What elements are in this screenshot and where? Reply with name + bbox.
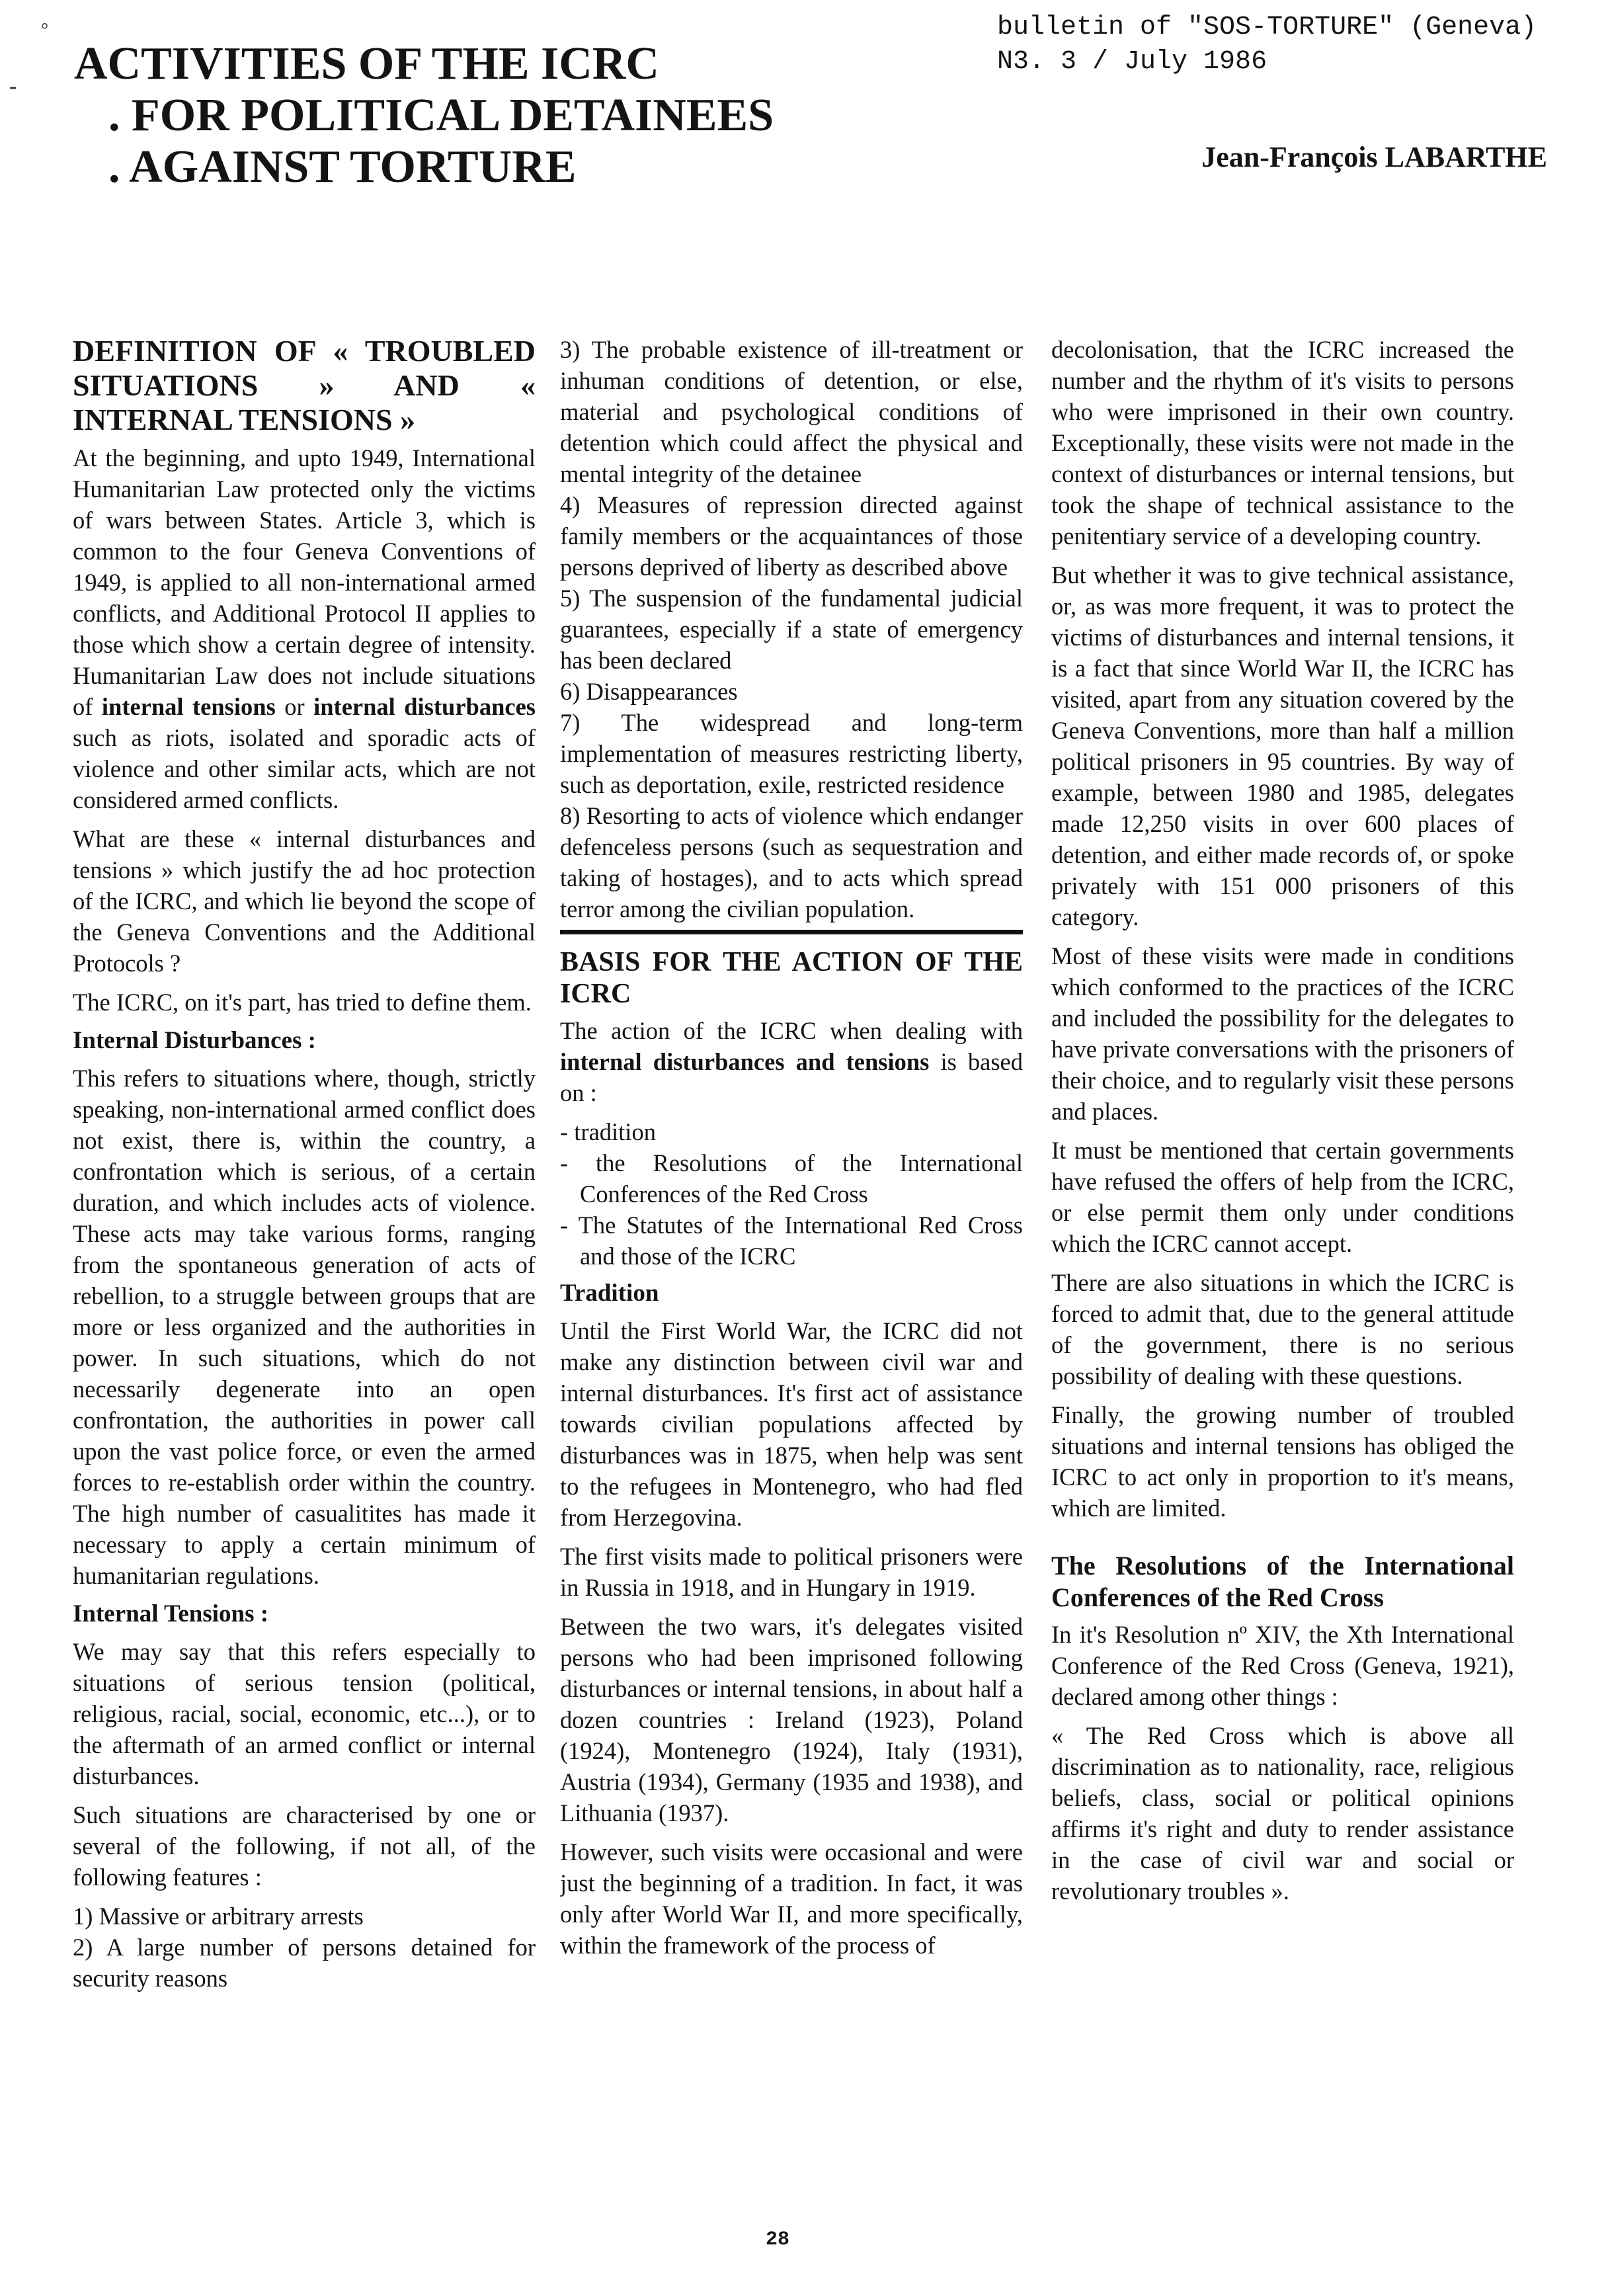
paragraph: decolonisation, that the ICRC increased the number and the rhythm of it's visits to persons who were imprisoned in their own country. Exceptionally, these visits were not made in the context of disturbances or internal tensions, but took the shape of technical assistance to the penitentiary service of a developing country. [1051,336,1514,550]
paragraph: Until the First World War, the ICRC did not make any distinction between civil war and internal disturbances. It's first act of assistance towards civilian populations affected by disturbances was in 1875, when help was sent to the refugees in Montenegro, who had fled from Herzegovina. [560,1317,1023,1531]
paragraph: What are these « internal disturbances and tensions » which justify the ad hoc protection of the ICRC, and which lie beyond the scope of the Geneva Conventions and the Additional Protocols ? [73,825,536,977]
subheading-internal-tensions: Internal Tensions : [73,1600,269,1627]
emphasis: internal tensions [101,693,276,720]
paragraph: Such situations are characterised by one or several of the following, if not all, of the following features : [73,1801,536,1891]
list-item: 7) The widespread and long-term implementation of measures restricting liberty, such as deportation, exile, restricted residence [560,709,1023,798]
paragraph: The action of the ICRC when dealing with internal disturbances and tensions is based on : [560,1017,1023,1106]
basis-list [560,1116,1023,1272]
bulletin-reference [997,11,1592,79]
feature-list [73,1901,536,1994]
column-1 [73,334,536,2212]
paragraph: However, such visits were occasional and were just the beginning of a tradition. In fact, it was only after World War II, and more specifically, within the framework of the process of [560,1838,1023,1959]
paragraph: It must be mentioned that certain governments have refused the offers of help from the ICRC, or else permit them only under conditions which the ICRC cannot accept. [1051,1137,1514,1257]
quotation: « The Red Cross which is above all discrimination as to nationality, race, religious beliefs, class, social or political opinions affirms it's right and duty to render assistance in the case of civil war and social or revolutionary troubles ». [1051,1722,1514,1905]
paragraph: The first visits made to political prisoners were in Russia in 1918, and in Hungary in 1919. [560,1543,1023,1601]
title-line-1: ACTIVITIES OF THE ICRC [74,38,659,89]
title-line-2: . FOR POLITICAL DETAINEES [108,90,774,141]
subheading-tradition: Tradition [560,1280,659,1307]
paragraph: The ICRC, on it's part, has tried to define them. [73,989,532,1016]
paragraph: We may say that this refers especially to situations of serious tension (political, religious, racial, social, economic, etc...), or to the aftermath of an armed conflict or internal disturbances. [73,1638,536,1789]
scan-mark: - [9,74,17,99]
list-item: - the Resolutions of the International Conferences of the Red Cross [560,1149,1023,1208]
list-item: 8) Resorting to acts of violence which endanger defenceless persons (such as sequestration and taking of hostages), and to acts which spread terror among the civilian population. [560,802,1023,922]
list-item: 1) Massive or arbitrary arrests [73,1903,364,1930]
paragraph: Most of these visits were made in conditions which conformed to the practices of the ICRC and included the possibility for the delegates to have private conversations with the prisoners of their choice, and to regularly visit these persons and places. [1051,942,1514,1125]
list-item: 2) A large number of persons detained for security reasons [73,1934,536,1992]
paragraph: Between the two wars, it's delegates visited persons who had been imprisoned following disturbances or internal tensions, in about half a dozen countries : Ireland (1923), Poland (1924), Montenegro (1924), Italy (1931), Austria (1934), Germany (1935 and 1938), and Lithuania (1937). [560,1613,1023,1826]
paragraph: There are also situations in which the ICRC is forced to admit that, due to the general attitude of the government, there is no serious possibility of dealing with these questions. [1051,1269,1514,1389]
paragraph: This refers to situations where, though, strictly speaking, non-international armed conflict does not exist, there is, within the country, a confrontation which is serious, of a certain duration, and which includes acts of violence. These acts may take various forms, ranging from the spontaneous generation of acts of rebellion, to a struggle between groups that are more or less organized and the authorities in power. In such situations, which do not necessarily degenerate into an open confrontation, the authorities in power call upon the vast police force, or even the armed forces to re-establish order within the country. The high number of casualitites has made it necessary to apply a certain minimum of humanitarian regulations. [73,1065,536,1589]
page-number: 28 [766,2229,790,2251]
list-item: 5) The suspension of the fundamental judicial guarantees, especially if a state of emergency has been declared [560,585,1023,674]
subheading-resolutions: The Resolutions of the International Conferences of the Red Cross [1051,1551,1514,1612]
emphasis: internal disturbances [313,693,536,720]
section-heading-definition: DEFINITION OF « TROUBLED SITUATIONS » AND « INTERNAL TENSIONS » [73,334,536,436]
list-item: 6) Disappearances [560,678,738,705]
bulletin-issue: N3. 3 / July 1986 [997,47,1267,77]
title-line-3: . AGAINST TORTURE [108,142,577,192]
column-3 [1051,334,1514,2212]
emphasis: internal disturbances and tensions [560,1048,930,1075]
paragraph: Finally, the growing number of troubled situations and internal tensions has obliged the ICRC to act only in proportion to it's means, which are limited. [1051,1401,1514,1522]
list-item: - The Statutes of the International Red Cross and those of the ICRC [560,1211,1023,1270]
paragraph: But whether it was to give technical assistance, or, as was more frequent, it was to protect the victims of disturbances and internal tensions, it is a fact that since World War II, the ICRC has visited, apart from any situation covered by the Geneva Conventions, more than half a million political prisoners in 95 countries. By way of example, between 1980 and 1985, delegates made 12,250 visits in over 600 places of detention, and either made records of, or spoke privately with 151 000 prisoners of this category. [1051,561,1514,930]
list-item: - tradition [560,1118,656,1145]
section-heading-basis: BASIS FOR THE ACTION OF THE ICRC [560,930,1023,1010]
scan-mark: ° [41,20,49,40]
bulletin-name: bulletin of "SOS-TORTURE" (Geneva) [997,13,1537,42]
subheading-internal-disturbances: Internal Disturbances : [73,1027,316,1054]
column-2 [560,334,1023,2212]
feature-list-continued [560,334,1023,924]
list-item: 4) Measures of repression directed against family members or the acquaintances of those persons deprived of liberty as described above [560,491,1023,581]
author-name: Jean-François LABARTHE [1201,141,1547,173]
paragraph: At the beginning, and upto 1949, International Humanitarian Law protected only the victims of wars between States. Article 3, which is common to the four Geneva Conventions of 1949, is applied to all non-international armed conflicts, and Additional Protocol II applies to those which show a certain degree of intensity. Humanitarian Law does not include situations of internal tensions or internal disturbances such as riots, isolated and sporadic acts of violence and other similar acts, which are not considered armed conflicts. [73,444,536,813]
paragraph: In it's Resolution nº XIV, the Xth International Conference of the Red Cross (Geneva, 1921), declared among other things : [1051,1621,1514,1710]
list-item: 3) The probable existence of ill-treatment or inhuman conditions of detention, or else, material and psychological conditions of detention which could affect the physical and mental integrity of the detainee [560,336,1023,487]
article-title [74,38,815,193]
